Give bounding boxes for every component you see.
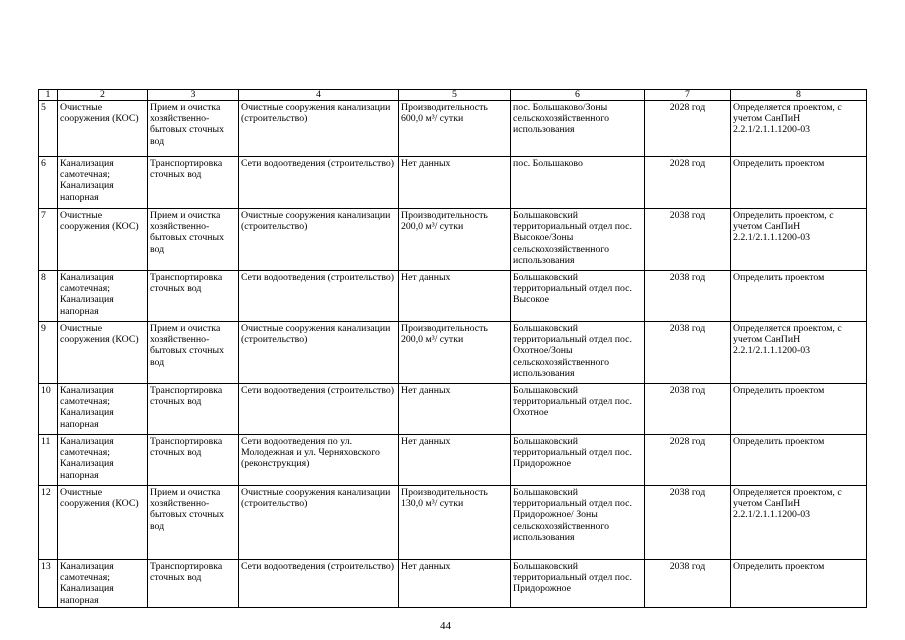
object-name: Очистные сооружения (КОС) [58, 486, 148, 560]
implementation-year: 2038 год [645, 384, 731, 435]
row-number: 5 [39, 101, 58, 157]
restriction-zones: Определяется проектом, с учетом СанПиН 2.2.1/2.1.1.1200-03 [731, 101, 867, 157]
object-name: Канализация самотечная; Канализация напорная [58, 157, 148, 209]
object-params: Нет данных [399, 271, 511, 322]
restriction-zones: Определить проектом [731, 384, 867, 435]
implementation-year: 2038 год [645, 486, 731, 560]
header-cell: 7 [645, 90, 731, 101]
implementation-year: 2038 год [645, 322, 731, 384]
restriction-zones: Определить проектом [731, 157, 867, 209]
object-name: Очистные сооружения (КОС) [58, 209, 148, 271]
table-row [39, 486, 867, 560]
header-cell: 2 [58, 90, 148, 101]
object-type: Сети водоотведения по ул. Молодежная и ул. Черняховского (реконструкция) [239, 435, 399, 486]
object-type: Очистные сооружения канализации (строительство) [239, 322, 399, 384]
restriction-zones: Определяется проектом, с учетом СанПиН 2.2.1/2.1.1.1200-03 [731, 486, 867, 560]
object-name: Канализация самотечная; Канализация напорная [58, 384, 148, 435]
object-location: Большаковский территориальный отдел пос. Придорожное/ Зоны сельскохозяйственного использования [511, 486, 645, 560]
header-row [39, 90, 867, 101]
object-purpose: Транспортировка сточных вод [148, 157, 239, 209]
object-location: Большаковский территориальный отдел пос. Высокое/Зоны сельскохозяйственного использования [511, 209, 645, 271]
object-purpose: Прием и очистка хозяйственно-бытовых сточных вод [148, 209, 239, 271]
object-location: Большаковский территориальный отдел пос. Охотное [511, 384, 645, 435]
row-number: 6 [39, 157, 58, 209]
object-name: Канализация самотечная; Канализация напорная [58, 560, 148, 608]
object-name: Канализация самотечная; Канализация напорная [58, 271, 148, 322]
object-location: пос. Большаково/Зоны сельскохозяйственного использования [511, 101, 645, 157]
object-name: Очистные сооружения (КОС) [58, 101, 148, 157]
object-purpose: Прием и очистка хозяйственно-бытовых сточных вод [148, 322, 239, 384]
header-cell: 4 [239, 90, 399, 101]
header-cell: 6 [511, 90, 645, 101]
row-number: 13 [39, 560, 58, 608]
restriction-zones: Определить проектом [731, 271, 867, 322]
object-params: Нет данных [399, 157, 511, 209]
row-number: 7 [39, 209, 58, 271]
table-row [39, 322, 867, 384]
implementation-year: 2038 год [645, 560, 731, 608]
implementation-year: 2028 год [645, 435, 731, 486]
object-location: Большаковский территориальный отдел пос. Охотное/Зоны сельскохозяйственного использования [511, 322, 645, 384]
object-params: Нет данных [399, 384, 511, 435]
object-purpose: Транспортировка сточных вод [148, 560, 239, 608]
implementation-year: 2038 год [645, 271, 731, 322]
object-type: Очистные сооружения канализации (строительство) [239, 101, 399, 157]
planning-table [38, 89, 867, 608]
object-purpose: Транспортировка сточных вод [148, 271, 239, 322]
table-row [39, 560, 867, 608]
table-row [39, 157, 867, 209]
object-purpose: Транспортировка сточных вод [148, 384, 239, 435]
object-name: Канализация самотечная; Канализация напорная [58, 435, 148, 486]
page-number: 44 [440, 620, 451, 632]
table-row [39, 435, 867, 486]
object-purpose: Транспортировка сточных вод [148, 435, 239, 486]
implementation-year: 2038 год [645, 209, 731, 271]
object-purpose: Прием и очистка хозяйственно-бытовых сточных вод [148, 486, 239, 560]
object-type: Сети водоотведения (строительство) [239, 560, 399, 608]
object-type: Сети водоотведения (строительство) [239, 157, 399, 209]
object-location: Большаковский территориальный отдел пос. Придорожное [511, 560, 645, 608]
table-row [39, 209, 867, 271]
header-cell: 8 [731, 90, 867, 101]
restriction-zones: Определяется проектом, с учетом СанПиН 2.2.1/2.1.1.1200-03 [731, 322, 867, 384]
header-cell: 3 [148, 90, 239, 101]
header-cell: 5 [399, 90, 511, 101]
object-purpose: Прием и очистка хозяйственно-бытовых сточных вод [148, 101, 239, 157]
table-row [39, 101, 867, 157]
object-type: Сети водоотведения (строительство) [239, 271, 399, 322]
object-location: Большаковский территориальный отдел пос. Придорожное [511, 435, 645, 486]
header-cell: 1 [39, 90, 58, 101]
restriction-zones: Определить проектом [731, 435, 867, 486]
object-params: Нет данных [399, 560, 511, 608]
implementation-year: 2028 год [645, 157, 731, 209]
object-params: Нет данных [399, 435, 511, 486]
object-type: Сети водоотведения (строительство) [239, 384, 399, 435]
object-name: Очистные сооружения (КОС) [58, 322, 148, 384]
object-type: Очистные сооружения канализации (строительство) [239, 209, 399, 271]
row-number: 12 [39, 486, 58, 560]
table-row [39, 271, 867, 322]
restriction-zones: Определить проектом [731, 560, 867, 608]
row-number: 9 [39, 322, 58, 384]
object-type: Очистные сооружения канализации (строительство) [239, 486, 399, 560]
row-number: 10 [39, 384, 58, 435]
object-location: пос. Большаково [511, 157, 645, 209]
object-params: Производительность 130,0 м³/ сутки [399, 486, 511, 560]
restriction-zones: Определить проектом, с учетом СанПиН 2.2.1/2.1.1.1200-03 [731, 209, 867, 271]
row-number: 8 [39, 271, 58, 322]
row-number: 11 [39, 435, 58, 486]
implementation-year: 2028 год [645, 101, 731, 157]
table-row [39, 384, 867, 435]
object-params: Производительность 200,0 м³/ сутки [399, 322, 511, 384]
object-params: Производительность 600,0 м³/ сутки [399, 101, 511, 157]
object-params: Производительность 200,0 м³/ сутки [399, 209, 511, 271]
object-location: Большаковский территориальный отдел пос. Высокое [511, 271, 645, 322]
